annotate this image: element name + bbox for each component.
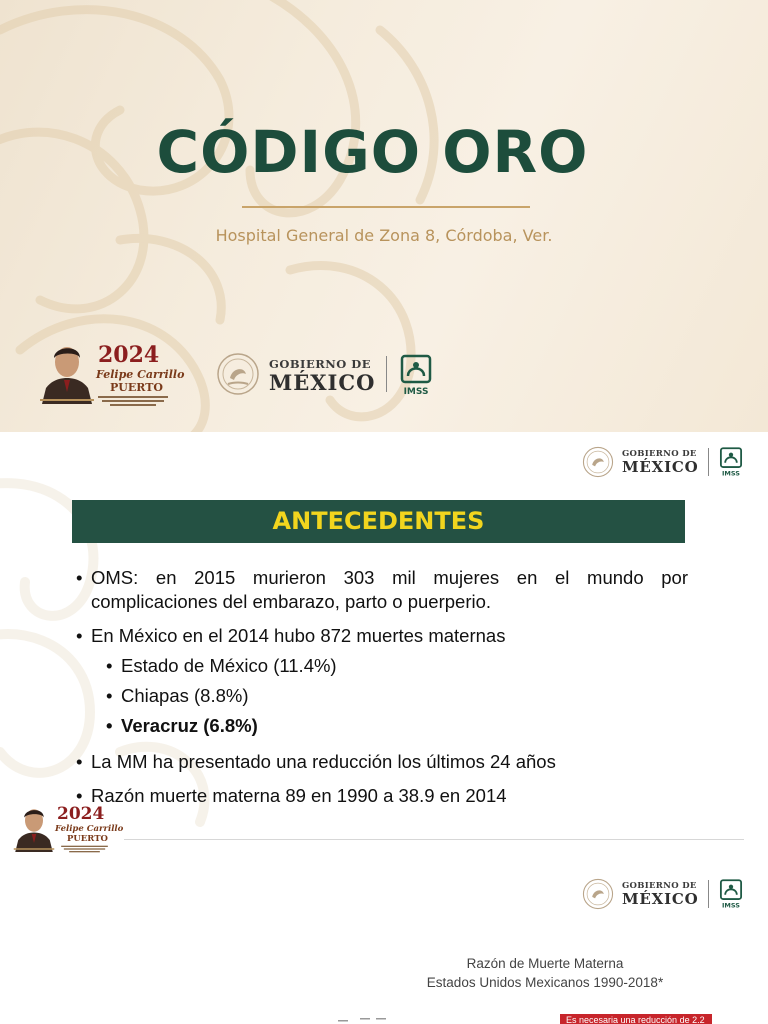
logo-name-line2: PUERTO [67,834,108,844]
list-item [76,684,688,708]
page-subtitle: Hospital General de Zona 8, Córdoba, Ver. [215,226,553,245]
imss-logo-icon [718,446,744,478]
bullet-icon: • [76,785,83,806]
list-item [76,714,688,738]
reduction-note-text: Es necesaria una reducción de 2.2 [566,1015,705,1024]
portrait-icon [12,804,56,852]
gob-logo-line2: MÉXICO [269,370,376,395]
list-item [76,566,688,614]
bullet-icon: • [76,625,83,646]
logo-2024-felipe-carrillo-puerto [38,340,185,410]
bullet-text: Chiapas (8.8%) [121,685,249,706]
gobierno-mexico-logo [582,444,752,480]
national-seal-icon [216,352,260,396]
bullet-text: La MM ha presentado una reducción los últimos 24 años [91,751,556,772]
portrait-icon [38,340,96,404]
slide-antecedentes [0,432,768,864]
chart-subtitle: Estados Unidos Mexicanos 1990-2018* [426,975,664,990]
bullet-icon: • [106,655,113,676]
logo-separator [386,356,387,392]
list-item [76,654,688,678]
gob-logo-line2: MÉXICO [622,890,699,908]
gob-logo-line1: GOBIERNO DE [269,357,372,371]
logo-year: 2024 [57,804,105,824]
list-item [76,750,688,774]
bullet-icon: • [76,567,83,588]
footer-divider [124,839,744,840]
logo-2024-felipe-carrillo-puerto [12,804,124,856]
reduction-note-badge [560,1014,712,1024]
section-heading: ANTECEDENTES [272,507,485,535]
list-item [76,784,688,808]
bullet-icon: • [106,715,113,736]
logo-name-line1: Felipe Carrillo [96,368,185,381]
list-item [76,624,688,648]
bullet-text: En México en el 2014 hubo 872 muertes maternas [91,625,506,646]
slide-razon-muerte-materna [0,864,768,1024]
logo-separator [708,880,709,908]
title-divider [242,206,530,208]
bullet-icon: • [106,685,113,706]
imss-logo-icon [718,878,744,910]
imss-logo-icon [398,354,434,396]
gobierno-mexico-logo [216,350,446,400]
chart-title: Razón de Muerte Materna [466,956,624,971]
section-banner [72,500,685,543]
national-seal-icon [582,446,614,478]
logo-name-line2: PUERTO [110,381,163,394]
page-title: CÓDIGO ORO [156,118,589,186]
slide-cover [0,0,768,432]
national-seal-icon [582,878,614,910]
imss-label: IMSS [403,387,429,396]
gob-logo-line1: GOBIERNO DE [622,449,697,459]
imss-label: IMSS [722,901,740,910]
gobierno-mexico-logo [582,876,752,912]
chart-partial-labels [338,1016,398,1024]
logo-name-line1: Felipe Carrillo [55,824,124,834]
bullet-list [76,566,688,808]
logo-fine-print [57,845,112,853]
logo-separator [708,448,709,476]
gob-logo-line2: MÉXICO [622,458,699,476]
logo-year: 2024 [98,342,160,368]
logo-fine-print [98,395,168,407]
gob-logo-line1: GOBIERNO DE [622,881,697,891]
imss-label: IMSS [722,469,740,478]
bullet-text: Veracruz (6.8%) [121,715,258,736]
bullet-text: Razón muerte materna 89 en 1990 a 38.9 en 2014 [91,785,507,806]
bullet-icon: • [76,751,83,772]
bullet-text: OMS: en 2015 murieron 303 mil mujeres en el mundo por complicaciones del embarazo, parto o puerperio. [91,567,688,612]
bullet-text: Estado de México (11.4%) [121,655,337,676]
